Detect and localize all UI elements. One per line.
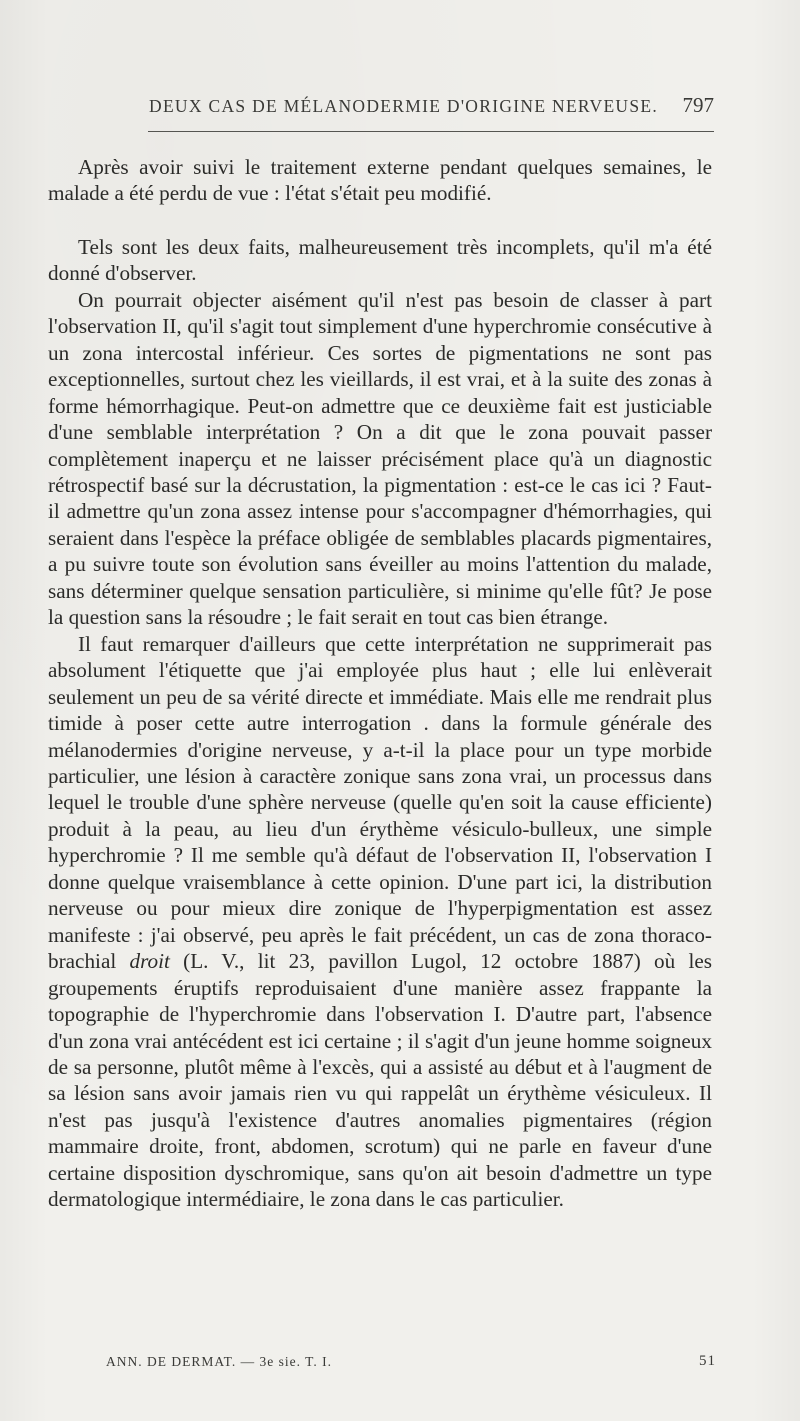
running-head <box>149 93 714 122</box>
running-title: DEUX CAS DE MÉLANODERMIE D'ORIGINE NERVEUSE. <box>149 96 659 116</box>
body-text <box>48 154 712 1213</box>
header-rule <box>148 131 714 132</box>
paragraph-4-part-2: (L. V., lit 23, pavillon Lugol, 12 octobre 1887) où les groupements éruptifs reproduisaient d'une manière assez frappante la topographie de l'hyperchromie dans l'observation I. D'autre part, l'absence d'un zona vrai antécédent est ici certaine ; il s'agit d'un jeune homme soigneux de sa personne, plutôt même à l'excès, qui a assisté au début et à l'augment de sa lésion sans avoir jamais rien vu qui rappelât un érythème vésiculeux. Il n'est pas jusqu'à l'existence d'autres anomalies pigmentaires (région mammaire droite, front, abdomen, scrotum) qui ne parle en faveur d'une certaine disposition dyschromique, sans qu'on ait besoin d'admettre un type dermatologique intermédiaire, le zona dans le cas particulier. <box>48 949 713 1212</box>
paragraph-1: Après avoir suivi le traitement externe pendant quelques semaines, le malade a été perdu de vue : l'état s'était peu modifié. <box>48 155 712 206</box>
signature-number: 51 <box>699 1353 716 1369</box>
signature-line <box>106 1354 716 1376</box>
page-number: 797 <box>682 93 714 117</box>
paragraph-3: On pourrait objecter aisément qu'il n'est pas besoin de classer à part l'observation II, qu'il s'agit tout simplement d'une hyperchromie consécutive à un zona intercostal inférieur. Ces sortes de pigmentations ne sont pas exceptionnelles, surtout chez les vieillards, il est vrai, et à la suite des zonas à forme hémorrhagique. Peut-on admettre que ce deuxième fait est justiciable d'une semblable interprétation ? On a dit que le zona pouvait passer complètement inaperçu et ne laisser précisément place qu'à un diagnostic rétrospectif basé sur la décrustation, la pigmentation : est-ce le cas ici ? Faut-il admettre qu'un zona assez intense pour s'accompagner d'hémorrhagies, qui seraient dans l'espèce la préface obligée de semblables placards pigmentaires, a pu suivre toute son évolution sans éveiller au moins l'attention du malade, sans déterminer quelque sensation particulière, si minime qu'elle fût? Je pose la question sans la résoudre ; le fait serait en tout cas bien étrange. <box>48 287 712 630</box>
paragraph-gap <box>48 207 712 234</box>
paragraph-2: Tels sont les deux faits, malheureusement très incomplets, qu'il m'a été donné d'observer. <box>48 234 712 286</box>
paragraph-4 <box>48 631 712 1213</box>
journal-signature: ANN. DE DERMAT. — 3e sie. T. I. <box>106 1354 332 1369</box>
paragraph-4-part-1: Il faut remarquer d'ailleurs que cette interprétation ne supprimerait pas absolument l'étiquette que j'ai employée plus haut ; elle lui enlèverait seulement un peu de sa vérité directe et immédiate. Mais elle me rendrait plus timide à poser cette autre interrogation . dans la formule générale des mélanodermies d'origine nerveuse, y a-t-il la place pour un type morbide particulier, une lésion à caractère zonique sans zona vrai, un processus dans lequel le trouble d'une sphère nerveuse (quelle qu'en soit la cause efficiente) produit à la peau, au lieu d'un érythème vésiculo-bulleux, une simple hyperchromie ? Il me semble qu'à défaut de l'observation II, l'observation I donne quelque vraisemblance à cette opinion. D'une part ici, la distribution nerveuse ou pour mieux dire zonique de l'hyperpigmentation est assez manifeste : j'ai observé, peu après le fait précédent, un cas de zona thoraco-brachial <box>48 631 712 974</box>
italic-word-droit: droit <box>129 949 170 974</box>
